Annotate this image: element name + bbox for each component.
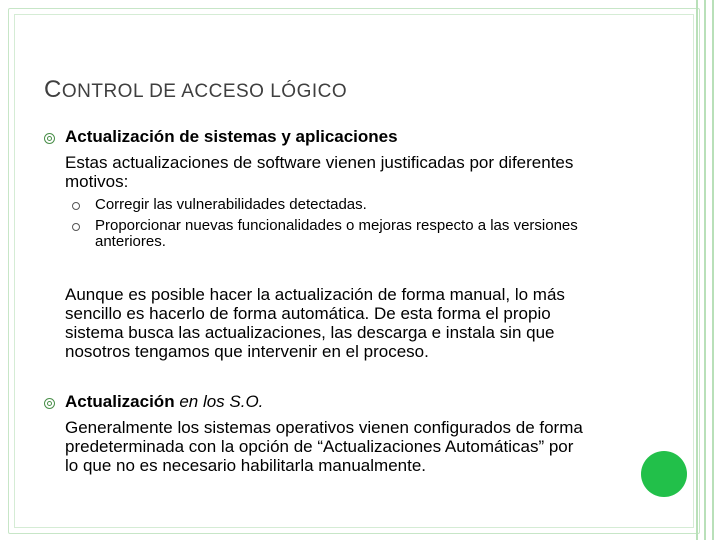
sub-bullet-icon (72, 223, 80, 231)
section2-line: predeterminada con la opción de “Actualizaciones Automáticas” por (65, 437, 574, 456)
section2-line: lo que no es necesario habilitarla manualmente. (65, 456, 427, 475)
paragraph-line: sistema busca las actualizaciones, las descarga e instala sin que (65, 323, 555, 342)
paragraph-line: Aunque es posible hacer la actualización de forma manual, lo más (65, 285, 565, 304)
section2-heading (65, 392, 263, 411)
green-circle-decoration (641, 451, 687, 497)
bullet-icon (44, 133, 55, 144)
section1-intro-line2: motivos: (65, 172, 129, 191)
title-part-2: ACCESO LÓGICO (181, 81, 348, 102)
list-item: Proporcionar nuevas funcionalidades o mejoras respecto a las versiones (95, 217, 578, 234)
section1-heading: Actualización de sistemas y aplicaciones (65, 127, 398, 146)
paragraph-line: nosotros tengamos que intervenir en el proceso. (65, 342, 429, 361)
sub-bullet-icon (72, 202, 80, 210)
list-item: Corregir las vulnerabilidades detectadas. (95, 196, 367, 213)
section2-line: Generalmente los sistemas operativos vienen configurados de forma (65, 418, 583, 437)
list-item-continuation: anteriores. (95, 233, 166, 250)
paragraph-line: sencillo es hacerlo de forma automática. De esta forma el propio (65, 304, 551, 323)
decorative-side-lines (690, 0, 720, 540)
bullet-icon (44, 398, 55, 409)
title-part-1: ONTROL DE (61, 81, 182, 102)
section2-heading-prefix: Actualización (65, 392, 180, 411)
title-first-letter: C (44, 76, 62, 103)
slide-title (44, 76, 347, 104)
section1-intro-line1: Estas actualizaciones de software vienen justificadas por diferentes (65, 153, 574, 172)
section2-heading-italic: en los S.O. (179, 392, 264, 411)
